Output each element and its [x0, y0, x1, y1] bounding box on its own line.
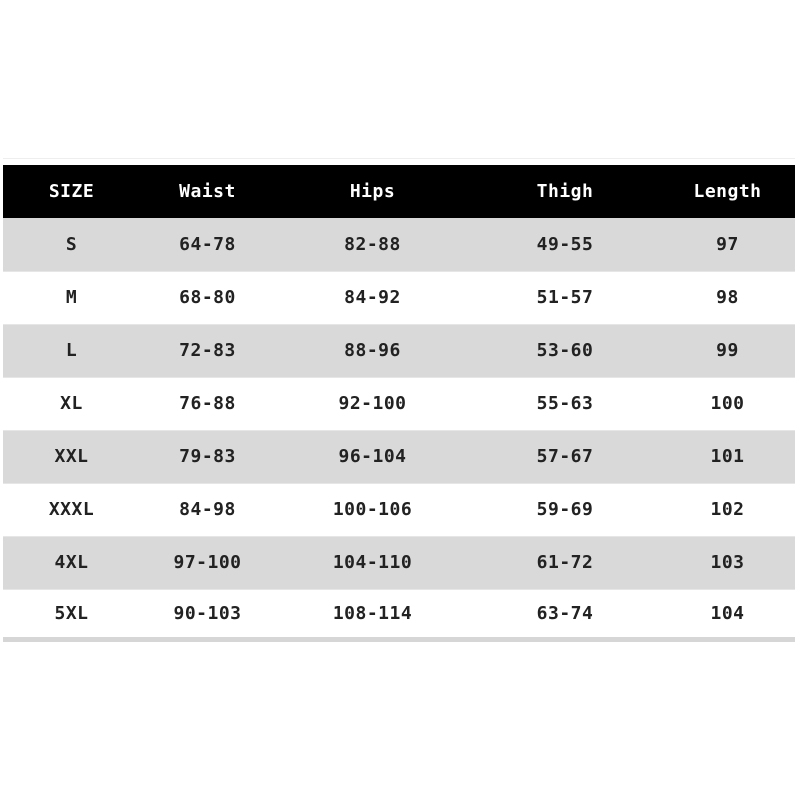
cell-waist: 76-88 [179, 393, 236, 414]
cell-length: 100 [710, 393, 745, 414]
cell-size: S [65, 233, 78, 255]
cell-hips: 82-88 [344, 233, 401, 255]
table-row [3, 324, 795, 377]
cell-thigh: 61-72 [536, 552, 594, 573]
cell-waist: 84-98 [179, 499, 236, 520]
cell-length: 98 [716, 287, 739, 308]
cell-length: 103 [710, 552, 745, 573]
cell-thigh: 51-57 [536, 287, 594, 308]
table-row [3, 483, 795, 536]
cell-size: XXXL [48, 499, 95, 520]
cell-thigh: 53-60 [536, 340, 594, 361]
cell-size: 5XL [54, 602, 89, 624]
top-divider [3, 158, 795, 159]
header-hips: Hips [349, 181, 396, 202]
cell-length: 101 [710, 446, 745, 467]
cell-waist: 64-78 [179, 233, 236, 255]
cell-waist: 79-83 [179, 446, 236, 467]
cell-thigh: 49-55 [536, 233, 594, 255]
cell-thigh: 57-67 [536, 446, 594, 467]
cell-size: M [65, 287, 78, 308]
cell-thigh: 59-69 [536, 499, 594, 520]
header-length: Length [693, 181, 762, 202]
cell-size: XXL [54, 446, 89, 467]
cell-hips: 100-106 [332, 499, 413, 520]
cell-waist: 72-83 [179, 340, 236, 361]
cell-length: 97 [716, 233, 739, 255]
header-row [3, 165, 795, 218]
table-header [3, 165, 795, 218]
cell-waist: 90-103 [173, 602, 242, 624]
cell-length: 99 [716, 340, 739, 361]
cell-hips: 96-104 [338, 446, 407, 467]
cell-waist: 97-100 [173, 552, 242, 573]
table-row [3, 589, 795, 639]
cell-hips: 108-114 [332, 602, 413, 624]
table-row [3, 536, 795, 589]
cell-length: 102 [710, 499, 745, 520]
cell-hips: 104-110 [332, 552, 413, 573]
cell-hips: 84-92 [344, 287, 401, 308]
table-row [3, 430, 795, 483]
table-body [3, 218, 795, 639]
cell-thigh: 63-74 [536, 602, 594, 624]
table-row [3, 218, 795, 271]
cell-length: 104 [710, 602, 745, 624]
cell-hips: 92-100 [338, 393, 407, 414]
header-size: SIZE [48, 181, 95, 202]
cell-waist: 68-80 [179, 287, 236, 308]
size-chart-table [3, 165, 795, 642]
cell-size: XL [60, 393, 83, 414]
header-thigh: Thigh [536, 181, 594, 202]
cell-size: L [65, 340, 78, 361]
cell-thigh: 55-63 [536, 393, 594, 414]
header-waist: Waist [179, 181, 236, 202]
cell-hips: 88-96 [344, 340, 401, 361]
table-row [3, 271, 795, 324]
table-row [3, 377, 795, 430]
cell-size: 4XL [54, 552, 89, 573]
